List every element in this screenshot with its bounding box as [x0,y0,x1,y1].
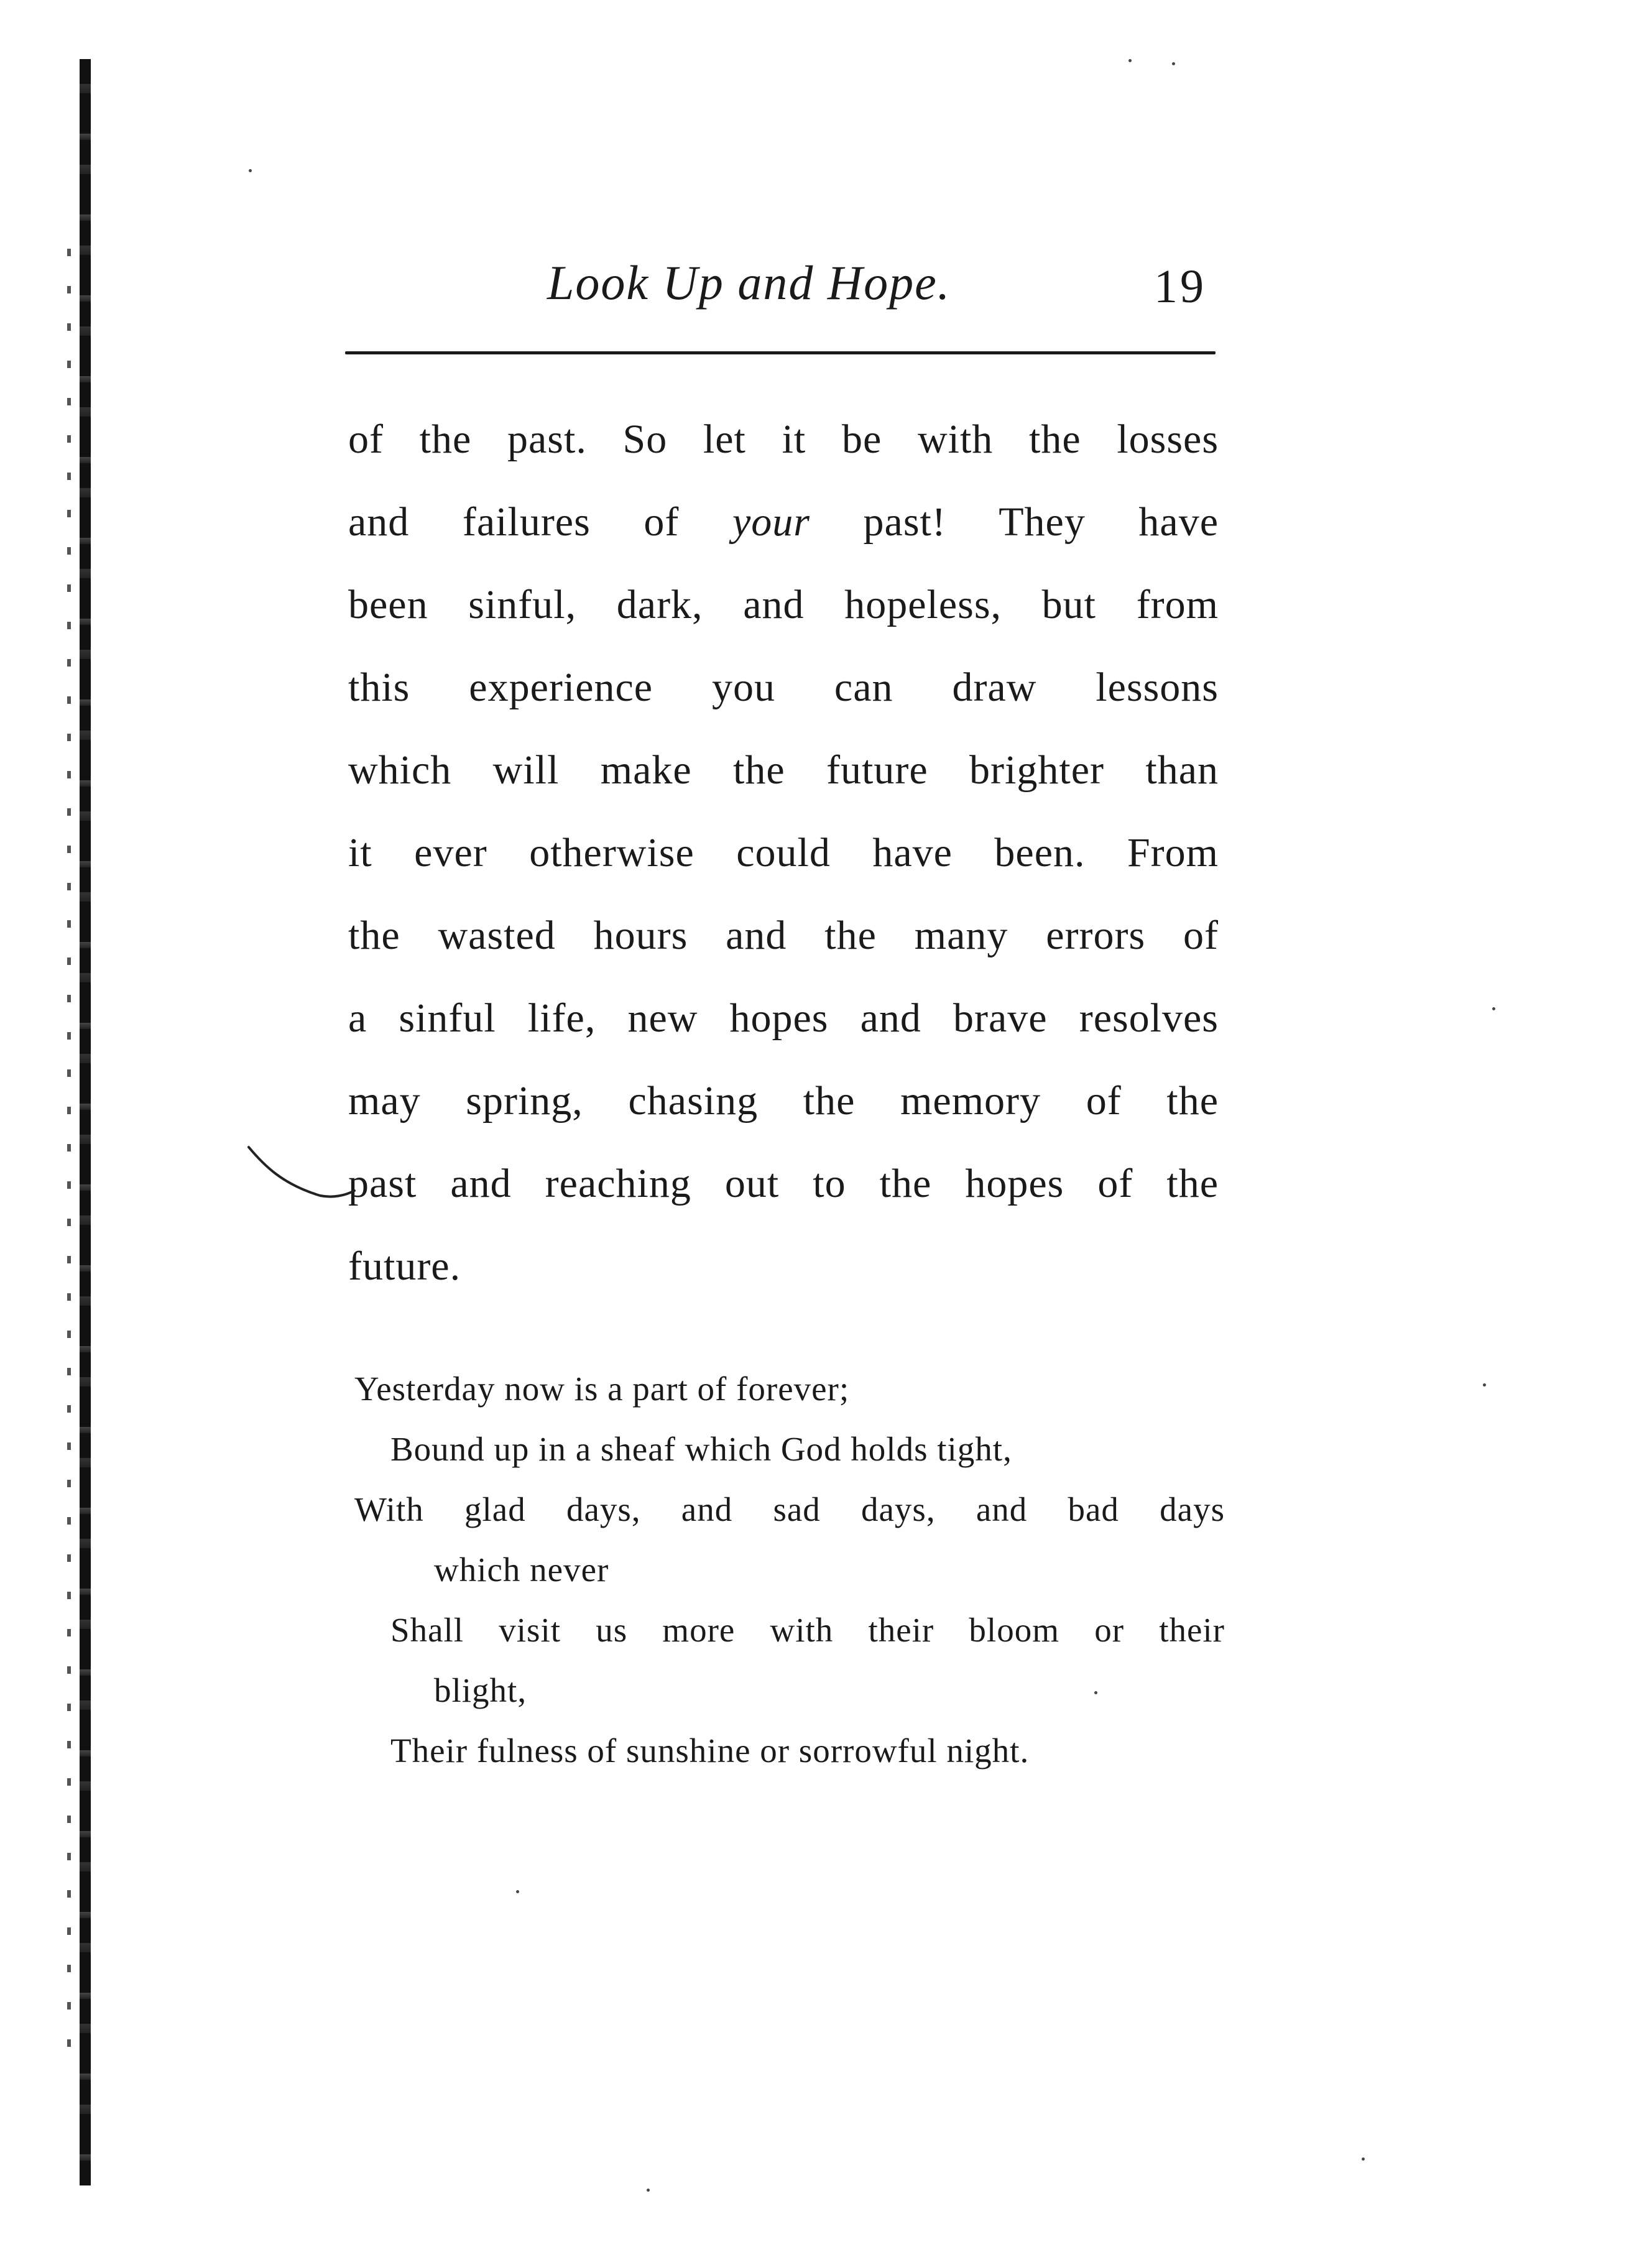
scan-speck [1483,1383,1486,1387]
poem-line: Shall visit us more with their bloom or their [390,1611,1225,1649]
scan-speck [1492,1007,1495,1010]
body-line-segment: past! They have [863,499,1219,545]
poem-line: Bound up in a sheaf which God holds tight, [390,1430,1012,1468]
body-line: may spring, chasing the memory of the [348,1078,1219,1124]
body-line: this experience you can draw lessons [348,665,1219,710]
scan-speck [516,1890,519,1893]
body-line: been sinful, dark, and hopeless, but from [348,582,1219,627]
poem-line: Their fulness of sunshine or sorrowful night. [390,1732,1030,1770]
body-line: future. [348,1244,461,1289]
scan-speck [249,169,252,172]
binding-edge [80,59,91,2185]
poem-line: With glad days, and sad days, and bad days [354,1490,1225,1528]
scan-speck [1172,62,1175,65]
poem-line: Yesterday now is a part of forever; [354,1370,850,1408]
body-line: which will make the future brighter than [348,747,1219,793]
body-line: a sinful life, new hopes and brave resolves [348,995,1219,1041]
poem-stanza [354,1359,1225,1781]
body-paragraph [348,398,1219,1308]
scan-speck [1094,1691,1097,1694]
running-head-title: Look Up and Hope. [547,256,951,310]
page-number: 19 [1154,261,1206,313]
scan-speck [647,2189,650,2192]
body-line: past and reaching out to the hopes of the [348,1161,1219,1206]
body-line: it ever otherwise could have been. From [348,830,1219,875]
running-head [342,255,1225,323]
scan-speck [1362,2157,1365,2161]
poem-line: which never [434,1551,609,1589]
body-line-segment: and failures of [348,499,680,545]
body-line: of the past. So let it be with the losses [348,417,1219,462]
margin-pencil-mark [246,1141,358,1216]
body-line [348,481,1219,563]
scan-speck [1128,59,1132,62]
emphasis-word: your [732,499,810,545]
body-line: the wasted hours and the many errors of [348,913,1219,958]
binding-edge-shadow [67,249,71,2052]
poem-line: blight, [434,1671,527,1709]
header-rule [345,351,1216,354]
